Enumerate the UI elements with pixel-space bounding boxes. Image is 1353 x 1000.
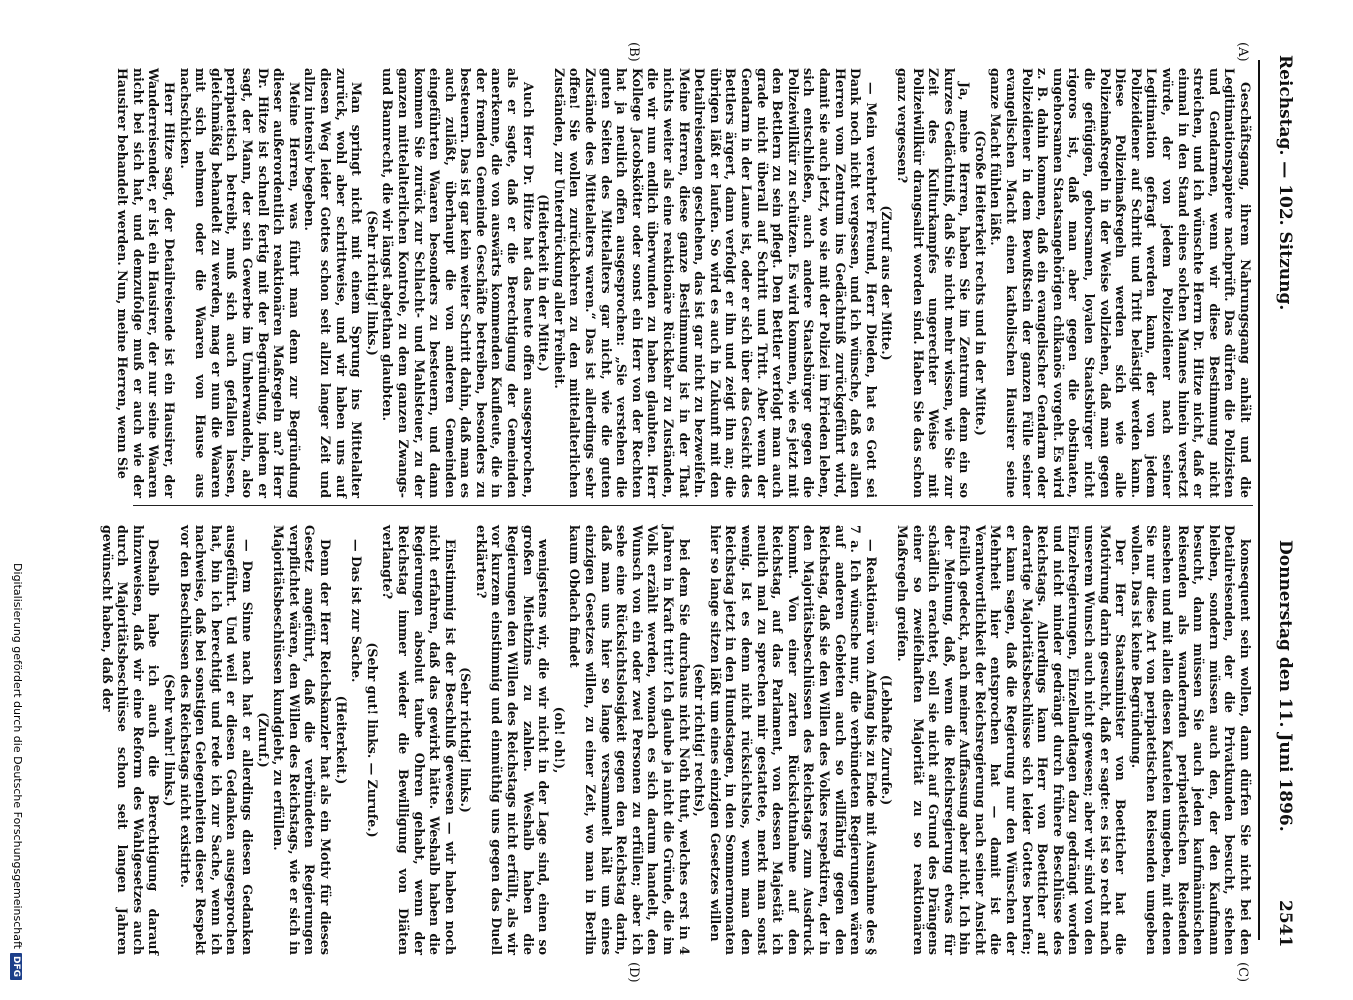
paragraph: Deshalb habe ich auch die Berechtigung darauf hinzuweisen, daß wir eine Reform des Wahlgesetzes auch durch Majoritätsbeschlüsse schon seit langen Jahren gewünscht haben, daß der <box>99 525 162 955</box>
footer-text: Digitalisierung gefördert durch die Deutsche Forschungsgemeinschaft <box>11 563 24 949</box>
column-divider <box>133 505 1253 506</box>
dfg-logo: DFG <box>10 953 22 980</box>
header-page-number: 2541 <box>1275 900 1295 948</box>
paragraph: — Das ist zur Sache. <box>349 539 365 683</box>
interjection: (Sehr gut! links. — Zurufe.) <box>364 642 380 838</box>
interjection: (Zuruf.) <box>255 712 271 768</box>
paragraph: — Mein verehrter Freund, Herr Dieden, hat es Gott sei Dank noch nicht vergessen, und ich wünsche, daß es allen Herren vom Zentrum ins Gedächtniß zurückgeführt wird, damit sie auch jetzt, wo sie mit der Polizei im Frieden leben, sich entschließen, auch andere Staatsbürger gegen die Polizeiwillkür zu schützen. Es wird kommen, wie es jetzt mit den Bettlern zu sein pflegt. Den Bettler verfolgt man auch grade nicht überall auf Schritt und Tritt. Aber wenn der Gendarm in der Laune ist, oder er sich über das Gesicht des Bettlers ärgert, dann verfolgt er ihn und zeigt ihn an; die übrigen läßt er laufen. So wird es auch in Zukunft mit den Detailreisenden geschehen, das ist gar nicht zu bezweifeln. Meine Herren, diese ganze Bestimmung ist in der That nichts weiter als eine reaktionäre Rückkehr zu Zuständen, die wir nun endlich überwunden zu haben glaubten. Herr Kollege Jacobskötter oder sonst ein Herr von der Rechten hat ja neulich offen ausgesprochen: „Sie verstehen die guten Seiten des Mittelalters gar nicht, wie die guten Zustände des Mittelalters waren.“ Das ist allerdings sehr offen! Sie wollen zurückkehren zu den mittelalterlichen Zuständen, zur Unterdrückung aller Freiheit. <box>551 68 879 498</box>
interjection: (sehr richtig! rechts), <box>692 663 708 817</box>
interjection: (oh! oh!), <box>551 706 567 774</box>
paragraph: Ja, meine Herren, haben Sie im Zentrum denn ein so kurzes Gedächtniß, daß Sie nicht mehr wissen, wie Sie zur Zeit des Kulturkampfes ungerechter Weise mit Polizeiwillkür drangsalirt worden sind. Haben Sie das schon ganz vergessen? <box>894 68 973 498</box>
interjection: (Sehr wahr! links.) <box>162 673 178 807</box>
paragraph: Der Herr Staatsminister von Boetticher hat die Motivirung darin gesucht, daß er sagte: es ist so recht nach unserem Wunsch auch nicht gewesen; aber wir sind von den Einzelregierungen, Einzellandtagen dazu gedrängt worden und nicht minder gedrängt durch frühere Beschlüsse des Reichstags. Allerdings kann Herr von Boetticher auf derartige Majoritätsbeschlüsse sich leider Gottes berufen; er kann sagen, daß die Regierung nur den Wünschen der Mehrheit hier entsprochen hat — damit ist die Verantwortlichkeit der Reichsregierung nach seiner Ansicht freilich gedeckt, nach meiner Auffassung aber nicht. Ich bin der Meinung, daß, wenn die Reichsregierung etwas für schädlich erachtet, soll sie nicht auf Grund des Drängens einer so zweifelhaften Majorität zu so reaktionären Maßregeln greifen. <box>894 525 1129 955</box>
left-column <box>115 68 1253 498</box>
paragraph: Herr Hitze sagt, der Detailreisende ist ein Hausirer, der Wanderreisender, er ist ein Hausirer, der nur seine Waaren nicht bei sich hat, und demzufolge muß er auch wie der Hausirer behandelt werden. Nun, meine Herren, wenn Sie <box>115 68 178 498</box>
paragraph: — Dem Sinne nach hat er allerdings diesen Gedanken ausgeführt. Und weil er diesen Gedanken ausgesprochen hat, bin ich berechtigt und rede ich zur Sache, wenn ich nachweise, daß bei sonstigen Gelegenheiten dieser Respekt vor den Beschlüssen des Reichstags nicht existirte. <box>177 525 255 955</box>
paragraph: Meine Herren, was führt man denn zur Begründung dieser außerordentlich reaktionären Maßregeln an? Herr Dr. Hitze ist schnell fertig mit der Begründung, indem er sagt, der Mann, der sein Gewerbe im Umherwandeln, also peripatetisch betreibt, muß sich auch gefallen lassen, gleichmäßig behandelt zu werden, mag er nun die Waaren mit sich nehmen oder die Waaren von Hause aus nachschicken. <box>177 68 302 498</box>
margin-mark-b: (B) <box>626 42 641 62</box>
header-date: Donnerstag den 11. Juni 1896. <box>1275 540 1295 832</box>
interjection: (Zuruf aus der Mitte.) <box>879 205 895 361</box>
interjection: (Heiterkeit.) <box>333 695 349 785</box>
header-session: Reichstag. — 102. Sitzung. <box>1275 55 1295 311</box>
interjection: (Große Heiterkeit rechts und in der Mitte.) <box>972 130 988 436</box>
paragraph: Einstimmig ist der Beschluß gewesen — wir haben noch nicht erfahren, daß das gewirkt hätte. Weshalb haben die Regierungen absolut taube Ohren gehabt, wenn der Reichstag immer wieder die Bewilligung von Diäten verlangte? <box>380 525 458 955</box>
paragraph: — Reaktionär von Anfang bis zu Ende mit Ausnahme des § 7 a. Ich wünsche nur, die verbündeten Regierungen wären auf anderen Gebieten auch so willfährig gegen den Reichstag, daß sie den Willen des Volkes respektiren, der in den Majoritätsbeschlüssen des Reichstags zum Ausdruck kommt. Von einer zarten Rücksichtnahme auf den Reichstag, auf das Parlament, von dessen Majestät ich neulich mal zu sprechen mir gestattete, merkt man sonst wenig. Ist es denn nicht rücksichtslos, wenn man den Reichstag jetzt in den Hundstagen, in den Sommermonaten hier so lange sitzen läßt um eines einzigen Gesetzes willen <box>707 525 879 955</box>
header-rule <box>1258 60 1260 940</box>
digitization-footer <box>10 300 24 980</box>
paragraph: wenigstens wir, die wir nicht in der Lage sind, einen so großen Miethzins zu zahlen. Weshalb haben die Regierungen den Willen des Reichstags nicht erfüllt, als wir vor kurzem einstimmig und einmüthig uns gegen das Duell erklärten? <box>473 525 552 955</box>
paragraph: Auch Herr Dr. Hitze hat das heute offen ausgesprochen, als er sagte, daß er die Berechtigung der Gemeinden anerkenne, die von auswärts kommenden Kaufleute, die in der fremden Gemeinde Geschäfte betreiben, besonders zu besteuern. Das ist gar kein weiter Schritt dahin, daß man es auch zuläßt, überhaupt die von anderen Gemeinden eingeführten Waaren besonders zu besteuern, und dann kommen Sie zurück zur Schlacht- und Mahlsteuer, zu der ganzen mittelalterlichen Kontrole, zu dem ganzen Zwangs- und Bannrecht, die wir längst abgethan glaubten. <box>380 68 536 498</box>
paragraph: konsequent sein wollen, dann dürfen Sie nicht bei den Detailreisenden, der die Privatkunden besucht, stehen bleiben, sondern müssen auch den, der den Kaufmann besucht, dann müssen Sie auch jeden kaufmännischen Reisenden als wandernden peripatetischen Reisenden ansehen und mit allen diesen Kautelen umgeben, mit denen Sie nur diese Art von peripatetischen Reisenden umgeben wollen. Das ist keine Begründung. <box>1128 525 1253 955</box>
paragraph: Man springt nicht mit einem Sprung ins Mittelalter zurück, wohl aber schrittweise, und wir haben uns auf diesen Weg leider Gottes schon seit allzu langer Zeit und allzu intensiv begeben. <box>302 68 365 498</box>
right-column <box>99 525 1253 955</box>
paragraph: bei dem Sie durchaus nicht Noth thut, welches erst in 4 Jahren in Kraft tritt? Ich glaube ja nicht die Gründe, die im Volk erzählt werden, wonach es sich darum handelt, den Wunsch von ein oder zwei Personen zu erfüllen; aber ich sehe eine Rücksichtslosigkeit gegen den Reichstag darin, daß man uns hier so lange versammelt hält um eines einzigen Gesetzes willen, zu einer Zeit, wo man in Berlin kaum Obdach findet <box>567 525 692 955</box>
margin-mark-c: (C) <box>1235 962 1250 983</box>
interjection: (Sehr richtig! links.) <box>458 667 474 813</box>
interjection: (Lebhafte Zurufe.) <box>879 674 895 806</box>
margin-mark-d: (D) <box>626 962 641 983</box>
paragraph: Denn der Herr Reichskanzler hat als ein Motiv für dieses Gesetz angeführt, daß die verbündeten Regierungen verpflichtet wären, den Willen des Reichstags, wie er sich in Majoritätsbeschlüssen kundgiebt, zu erfüllen. <box>271 525 333 955</box>
interjection: (Sehr richtig! links.) <box>364 210 380 356</box>
paragraph: Geschäftsgang, ihrem Nahrungsgang anhält und die Legitimationspapiere nachprüft. Das dürfen die Polizisten und Gendarmen, wenn wir diese Bestimmung nicht streichen, und ich wünschte Herrn Dr. Hitze nicht, daß er einmal in den Stand eines solchen Mannes hinein versetzt würde, der von jedem Polizeidiener nach seiner Legitimation gefragt werden kann, der von jedem Polizeidiener auf Schritt und Tritt belästigt werden kann. Diese Polizeimaßregeln werden sich wie alle Polizeimaßregeln in der Weise vollziehen, daß man gegen die gefügigen, gehorsamen, loyalen Staatsbürger nicht rigoros ist, daß man aber gegen die obstinaten, ungehorsamen Staatsangehörigen chikanös vorgeht. Es wird z. B. dahin kommen, daß ein evangelischer Gendarm oder Polizeidiener in dem Bewußtsein der ganzen Fülle seiner evangelischen Macht einen katholischen Hausirer seine ganze Macht fühlen läßt. <box>988 68 1253 498</box>
interjection: (Heiterkeit in der Mitte.) <box>536 194 552 372</box>
margin-mark-a: (A) <box>1235 42 1250 62</box>
